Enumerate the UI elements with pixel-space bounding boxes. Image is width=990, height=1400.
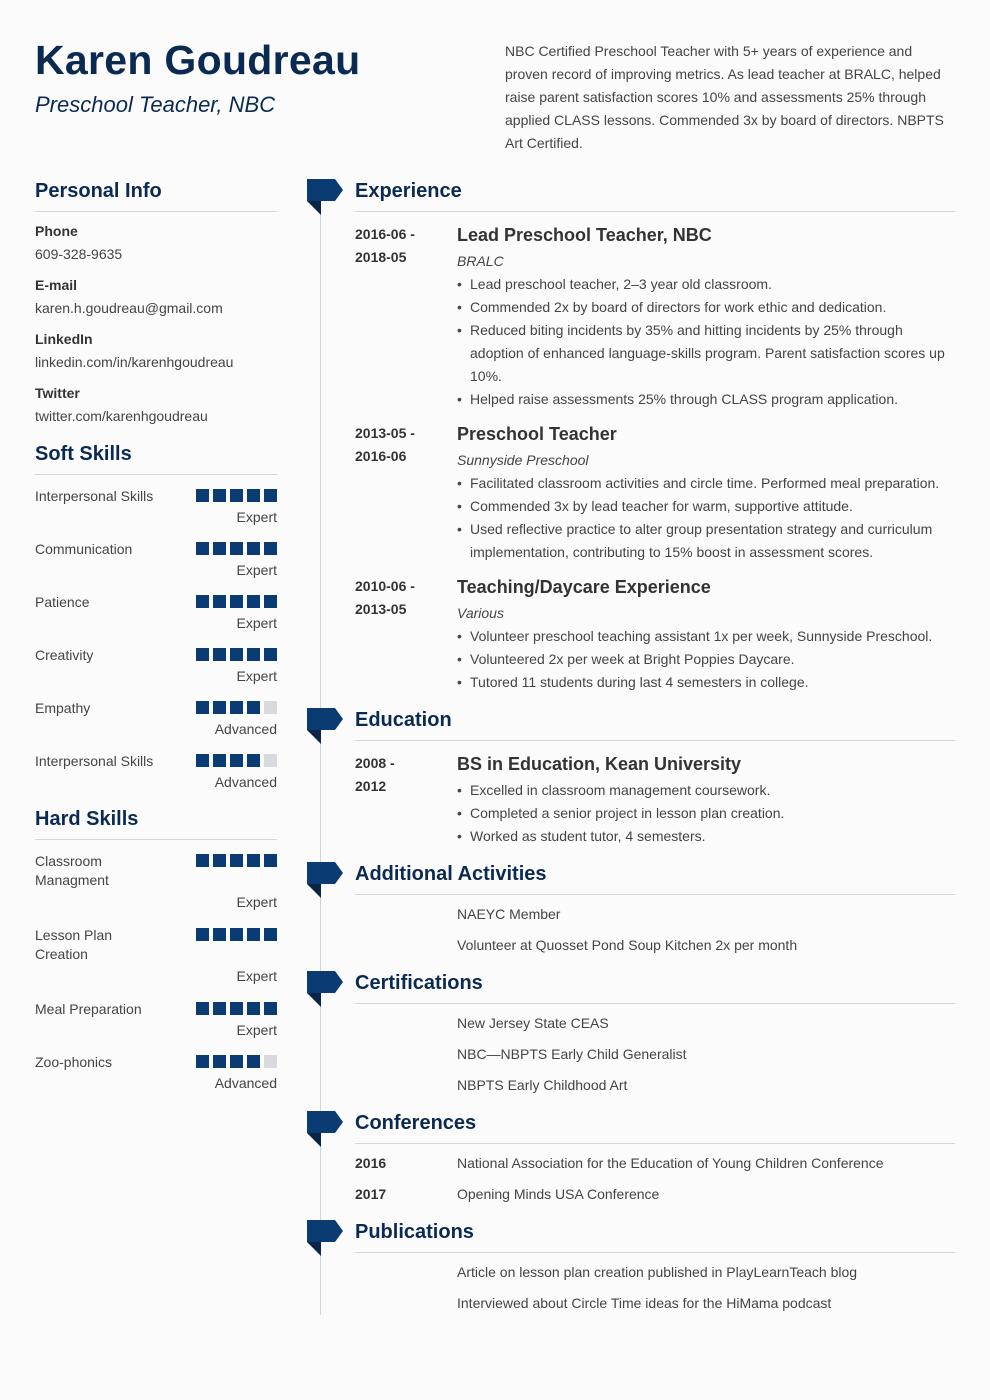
rating-square-filled [196,489,209,502]
rating-square-filled [230,595,243,608]
job-date-start: 2010-06 - [355,578,415,594]
skill-name: Meal Preparation [35,1001,142,1017]
conferences-heading: Conferences [355,1112,955,1144]
job-org: Sunnyside Preschool [457,452,589,468]
certification-item: NBC—NBPTS Early Child Generalist [457,1046,687,1062]
skill-name: Creativity [35,647,94,663]
list-item: • Facilitated classroom activities and circle time. Performed meal preparation. [457,472,952,495]
list-item: • Worked as student tutor, 4 semesters. [457,825,952,848]
skill-rating [196,1002,277,1015]
job-date [355,422,435,468]
activities-heading: Additional Activities [355,863,955,895]
job-date-end: 2018-05 [355,249,407,265]
skill-level: Expert [236,968,277,984]
rating-square-filled [196,1055,209,1068]
rating-square-filled [196,595,209,608]
list-item: • Reduced biting incidents by 35% and hitting incidents by 25% through adoption of enhanced language-skills program. Parent satisfaction scores up 10%. [457,319,952,388]
email-value: karen.h.goudreau@gmail.com [35,300,223,316]
candidate-title: Preschool Teacher, NBC [35,92,276,117]
skill-level: Expert [236,615,277,631]
skill-name: Interpersonal Skills [35,753,154,769]
rating-square-filled [213,1002,226,1015]
skill-level: Expert [236,1022,277,1038]
job-title: Preschool Teacher [457,424,617,444]
rating-square-empty [264,701,277,714]
certification-item: New Jersey State CEAS [457,1015,609,1031]
education-bullets [457,779,952,848]
job-date-end: 2016-06 [355,448,407,464]
rating-square-empty [264,754,277,767]
activity-item: Volunteer at Quosset Pond Soup Kitchen 2x per month [457,937,798,953]
list-item: • Excelled in classroom management coursework. [457,779,952,802]
skill-level: Expert [236,668,277,684]
publication-item: Article on lesson plan creation published in PlayLearnTeach blog [457,1264,858,1280]
education-heading: Education [355,709,955,741]
rating-square-filled [247,1055,260,1068]
certification-item: NBPTS Early Childhood Art [457,1077,628,1093]
list-item: • Commended 3x by lead teacher for warm, supportive attitude. [457,495,952,518]
rating-square-filled [213,489,226,502]
rating-square-filled [247,701,260,714]
skill-rating [196,754,277,767]
skill-name: Lesson Plan Creation [35,927,113,962]
job-date-start: 2016-06 - [355,226,415,242]
rating-square-filled [247,928,260,941]
linkedin-label: LinkedIn [35,331,93,347]
rating-square-filled [196,701,209,714]
phone-value: 609-328-9635 [35,246,123,262]
skill-rating [196,489,277,502]
rating-square-filled [247,595,260,608]
education-date-end: 2012 [355,778,387,794]
job-title: Teaching/Daycare Experience [457,577,711,597]
skill-rating [196,701,277,714]
degree-title: BS in Education, Kean University [457,754,742,774]
skill-name: Zoo-phonics [35,1054,113,1070]
conference-name: National Association for the Education of Young Children Conference [457,1155,884,1171]
rating-square-filled [264,489,277,502]
job-bullets [457,472,952,564]
skill-rating [196,854,277,867]
job-org: Various [457,605,504,621]
job-date [355,575,435,621]
rating-square-filled [213,542,226,555]
skill-name: Communication [35,541,133,557]
skill-level: Expert [236,894,277,910]
activity-item: NAEYC Member [457,906,561,922]
summary-text: NBC Certified Preschool Teacher with 5+ years of experience and proven record of improving metrics. As lead teacher at BRALC, helped raise parent satisfaction scores 10% and assessments 25% through applied CLASS lessons. Commended 3x by board of directors. NBPTS Art Certified. [505,43,944,151]
job-bullets [457,625,952,694]
hard-skills-heading: Hard Skills [35,808,277,840]
skill-level: Expert [236,509,277,525]
candidate-name: Karen Goudreau [35,37,361,83]
rating-square-filled [247,542,260,555]
list-item: • Lead preschool teacher, 2–3 year old classroom. [457,273,952,296]
list-item: • Commended 2x by board of directors for work ethic and dedication. [457,296,952,319]
rating-square-filled [196,754,209,767]
skill-name: Classroom Managment [35,853,109,888]
job-date-start: 2013-05 - [355,425,415,441]
rating-square-filled [247,754,260,767]
rating-square-filled [213,648,226,661]
experience-heading: Experience [355,180,955,212]
list-item: • Completed a senior project in lesson plan creation. [457,802,952,825]
rating-square-filled [264,928,277,941]
rating-square-filled [196,1002,209,1015]
rating-square-filled [230,648,243,661]
skill-level: Advanced [214,774,277,790]
rating-square-filled [264,648,277,661]
rating-square-empty [264,1055,277,1068]
job-org: BRALC [457,253,504,269]
skill-rating [196,542,277,555]
publications-heading: Publications [355,1221,955,1253]
flag-icon [307,179,343,215]
soft-skills-heading: Soft Skills [35,443,277,475]
rating-square-filled [230,489,243,502]
skill-rating [196,1055,277,1068]
conference-name: Opening Minds USA Conference [457,1186,660,1202]
job-date [355,223,435,269]
rating-square-filled [247,854,260,867]
rating-square-filled [230,854,243,867]
list-item: • Helped raise assessments 25% through CLASS program application. [457,388,952,411]
rating-square-filled [230,542,243,555]
rating-square-filled [264,1002,277,1015]
conference-year: 2017 [355,1186,387,1202]
skill-name: Empathy [35,700,91,716]
skill-rating [196,928,277,941]
rating-square-filled [247,648,260,661]
skill-rating [196,595,277,608]
rating-square-filled [264,542,277,555]
linkedin-value: linkedin.com/in/karenhgoudreau [35,354,234,370]
rating-square-filled [196,542,209,555]
rating-square-filled [230,1002,243,1015]
twitter-label: Twitter [35,385,80,401]
rating-square-filled [230,754,243,767]
skill-level: Advanced [214,721,277,737]
twitter-value: twitter.com/karenhgoudreau [35,408,208,424]
skill-level: Expert [236,562,277,578]
rating-square-filled [213,595,226,608]
rating-square-filled [213,1055,226,1068]
skill-name: Patience [35,594,90,610]
flag-icon [307,708,343,744]
flag-icon [307,971,343,1007]
email-label: E-mail [35,277,78,293]
flag-icon [307,1111,343,1147]
rating-square-filled [230,928,243,941]
list-item: • Tutored 11 students during last 4 semesters in college. [457,671,952,694]
rating-square-filled [230,701,243,714]
rating-square-filled [196,854,209,867]
list-item: • Used reflective practice to alter group presentation strategy and curriculum implementation, contributing to 15% boost in assessment scores. [457,518,952,564]
rating-square-filled [213,754,226,767]
rating-square-filled [213,701,226,714]
skill-rating [196,648,277,661]
personal-info-heading: Personal Info [35,180,277,212]
education-date-start: 2008 - [355,755,395,771]
rating-square-filled [264,854,277,867]
list-item: • Volunteer preschool teaching assistant 1x per week, Sunnyside Preschool. [457,625,952,648]
job-title: Lead Preschool Teacher, NBC [457,225,712,245]
rating-square-filled [196,648,209,661]
rating-square-filled [213,854,226,867]
conference-year: 2016 [355,1155,387,1171]
education-date [355,752,435,798]
skill-name: Interpersonal Skills [35,488,154,504]
job-bullets [457,273,952,411]
flag-icon [307,862,343,898]
rating-square-filled [247,1002,260,1015]
rating-square-filled [196,928,209,941]
skill-level: Advanced [214,1075,277,1091]
phone-label: Phone [35,223,78,239]
publication-item: Interviewed about Circle Time ideas for the HiMama podcast [457,1295,832,1311]
rating-square-filled [213,928,226,941]
rating-square-filled [264,595,277,608]
rating-square-filled [230,1055,243,1068]
job-date-end: 2013-05 [355,601,407,617]
flag-icon [307,1220,343,1256]
certifications-heading: Certifications [355,972,955,1004]
rating-square-filled [247,489,260,502]
list-item: • Volunteered 2x per week at Bright Poppies Daycare. [457,648,952,671]
timeline-line [320,200,321,1315]
